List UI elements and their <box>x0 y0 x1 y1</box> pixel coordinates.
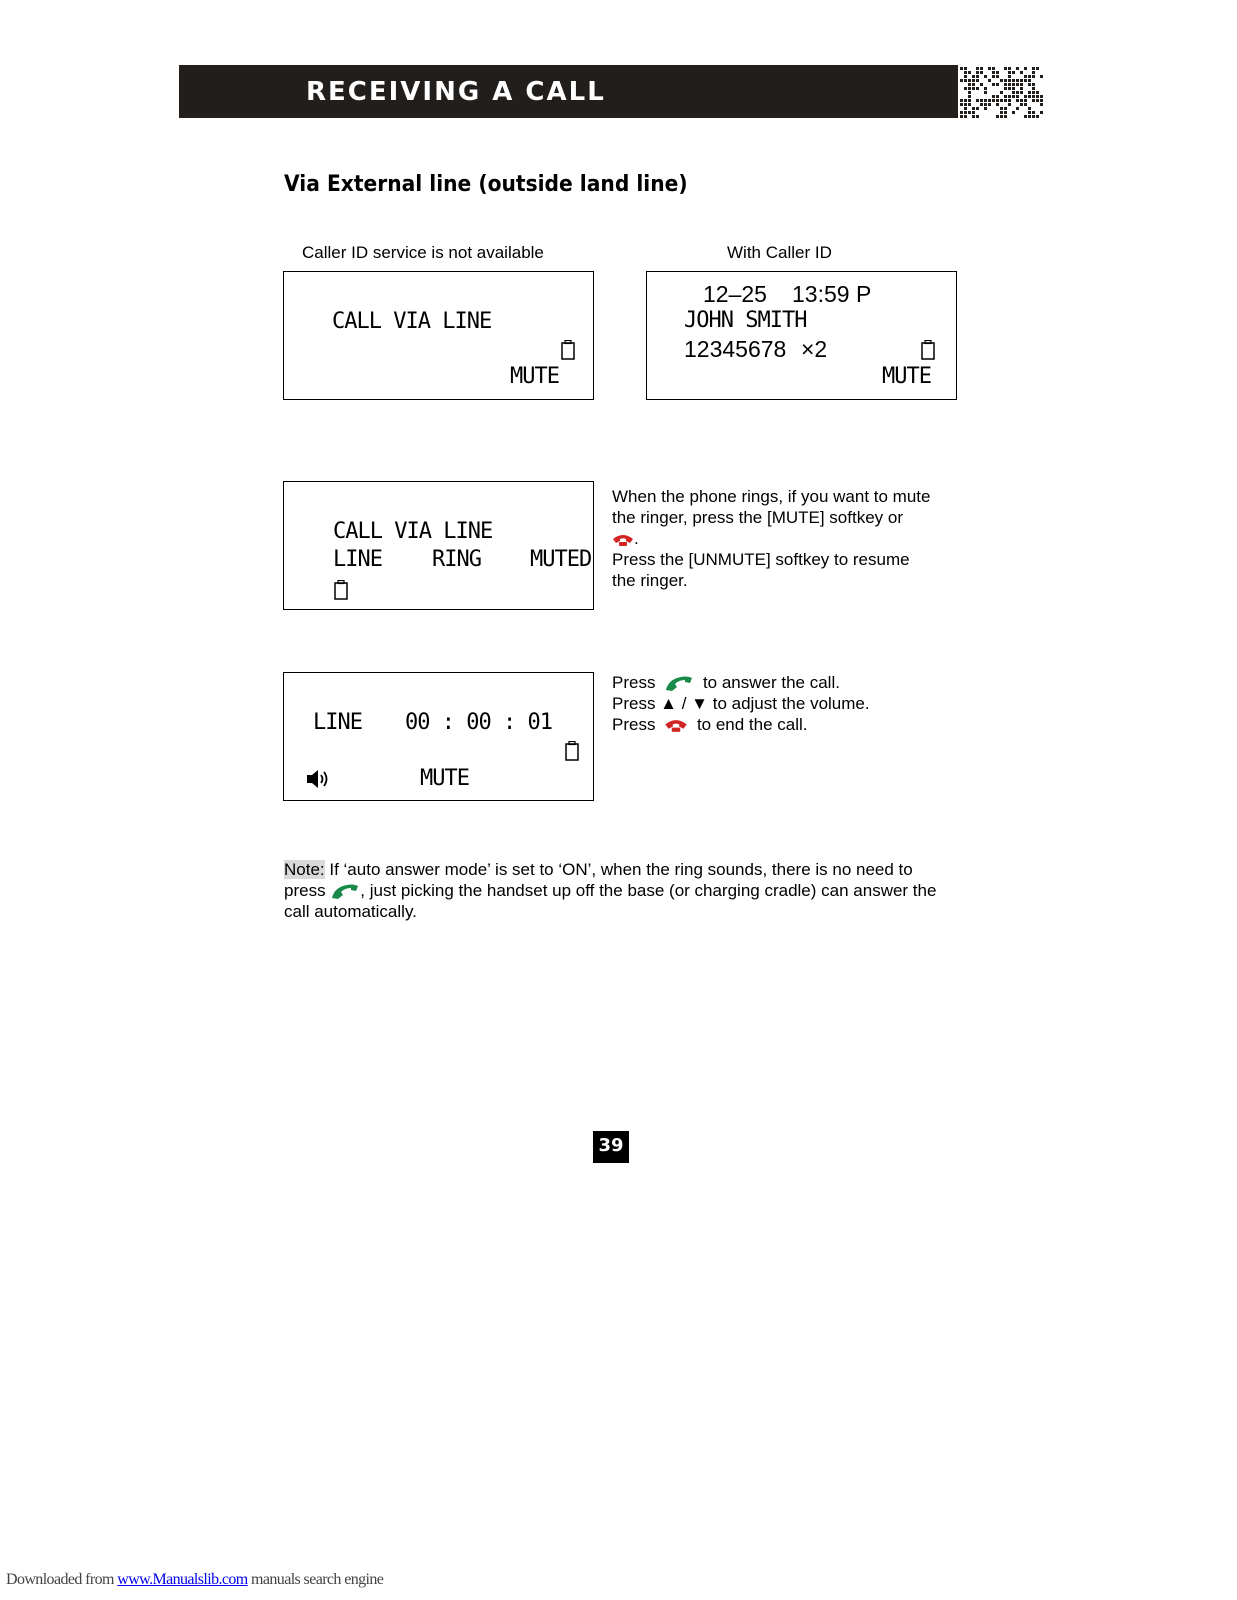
lcd-line-label: LINE <box>313 710 362 735</box>
lcd-screen-active-call <box>283 672 594 801</box>
mute-softkey[interactable]: MUTE <box>510 364 559 389</box>
battery-icon <box>561 340 575 360</box>
note-text: If ‘auto answer mode’ is set to ‘ON’, when the ring sounds, there is no need to press <box>284 860 913 900</box>
lcd-line-call-via-line: CALL VIA LINE <box>333 519 493 544</box>
page-number: 39 <box>593 1131 629 1163</box>
end-instruction: Press to end the call. <box>612 715 808 734</box>
mute-desc-line: the ringer, press the [MUTE] softkey or <box>612 508 904 527</box>
battery-icon <box>565 741 579 761</box>
page-title: RECEIVING A CALL <box>306 77 606 107</box>
battery-icon <box>334 580 348 600</box>
lcd-time: 13:59 P <box>792 281 872 307</box>
footer: Downloaded from www.Manualslib.com manuals search engine <box>6 1571 384 1588</box>
note-text: , just picking the handset up off the base (or charging cradle) can answer the call automatically. <box>284 881 937 921</box>
note-label: Note: <box>284 860 325 879</box>
mute-softkey[interactable]: MUTE <box>420 766 469 791</box>
mute-desc-line: the ringer. <box>612 571 688 590</box>
lcd-call-count: ×2 <box>801 336 828 362</box>
answer-call-icon <box>330 883 360 901</box>
speaker-icon <box>306 768 330 790</box>
lcd-line-label: LINE <box>333 547 382 572</box>
lcd-date: 12–25 <box>703 281 767 307</box>
lcd-ring-label: RING <box>432 547 481 572</box>
mute-desc-line: When the phone rings, if you want to mute <box>612 487 931 506</box>
answer-instruction: Press to answer the call. <box>612 673 840 692</box>
section-title: Via External line (outside land line) <box>284 172 688 197</box>
lcd-call-timer: 00 : 00 : 01 <box>405 710 552 735</box>
note-block <box>284 859 944 922</box>
lcd-line-call-via-line: CALL VIA LINE <box>332 309 492 334</box>
battery-icon <box>921 340 935 360</box>
caption-no-caller-id: Caller ID service is not available <box>302 243 544 262</box>
mute-desc-line: Press the [UNMUTE] softkey to resume <box>612 550 910 569</box>
manualslib-link[interactable]: www.Manualslib.com <box>117 1571 248 1588</box>
answer-call-icon <box>664 675 694 693</box>
lcd-screen-muted <box>283 481 594 610</box>
header-pattern-icon <box>958 65 1045 118</box>
lcd-screen-no-caller-id <box>283 271 594 400</box>
caption-with-caller-id: With Caller ID <box>727 243 832 262</box>
lcd-caller-number: 12345678 <box>684 336 787 362</box>
mute-description: When the phone rings, if you want to mute the ringer, press the [MUTE] softkey or . Press the [UNMUTE] softkey to resume the ringer. <box>612 486 962 591</box>
lcd-screen-with-caller-id <box>646 271 957 400</box>
lcd-muted-label: MUTED <box>530 547 592 572</box>
volume-instruction: Press ▲ / ▼ to adjust the volume. <box>612 694 870 713</box>
end-call-icon <box>664 718 688 733</box>
mute-softkey[interactable]: MUTE <box>882 364 931 389</box>
end-call-icon <box>612 533 634 547</box>
lcd-caller-name: JOHN SMITH <box>684 308 807 333</box>
